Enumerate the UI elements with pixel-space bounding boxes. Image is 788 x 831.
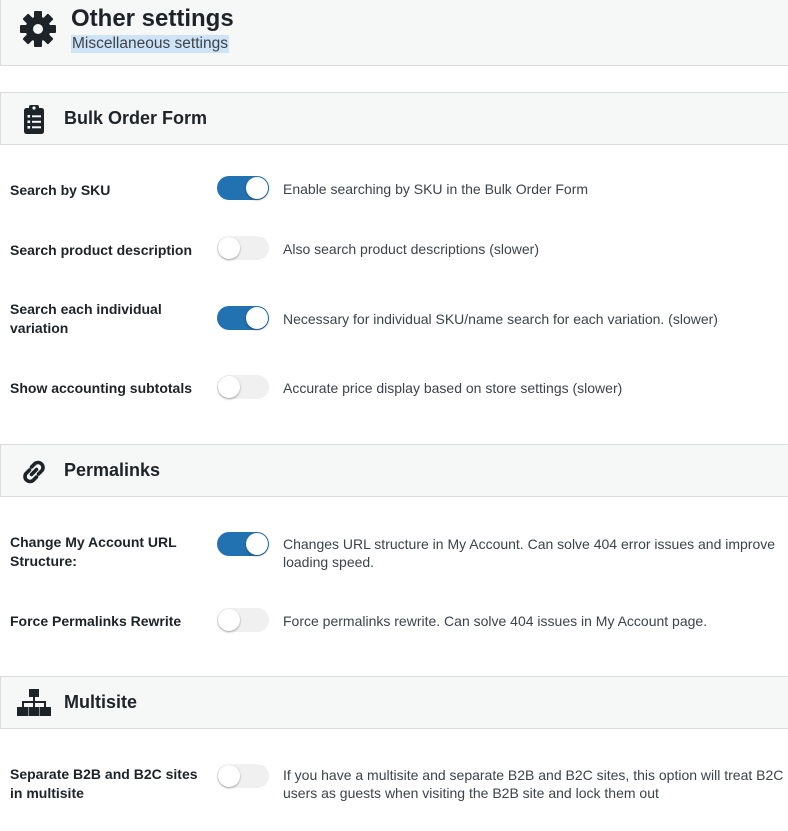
gear-icon xyxy=(19,10,57,48)
search-each-variation-toggle[interactable] xyxy=(217,306,269,330)
setting-label: Show accounting subtotals xyxy=(10,380,193,396)
setting-label: Force Permalinks Rewrite xyxy=(10,613,182,629)
setting-description: If you have a multisite and separate B2B and B2C sites, this option will treat B2C users as guests when visiting the B2B site and lock them out xyxy=(283,767,784,801)
section-header-permalinks xyxy=(0,444,788,497)
setting-description: Accurate price display based on store settings (slower) xyxy=(283,380,623,396)
section-title: Permalinks xyxy=(64,460,161,480)
search-by-sku-toggle[interactable] xyxy=(217,176,269,200)
setting-description: Changes URL structure in My Account. Can solve 404 error issues and improve loading speed. xyxy=(283,536,776,570)
section-header-multisite xyxy=(0,676,788,729)
section-header-bulk-order-form xyxy=(0,92,788,145)
change-account-url-toggle[interactable] xyxy=(217,532,269,556)
setting-description: Also search product descriptions (slower) xyxy=(283,241,539,257)
setting-description: Necessary for individual SKU/name search for each variation. (slower) xyxy=(283,311,718,327)
link-icon xyxy=(17,455,51,489)
separate-b2b-b2c-toggle[interactable] xyxy=(217,764,269,788)
section-title: Multisite xyxy=(64,692,138,712)
page-subtitle: Miscellaneous settings xyxy=(72,35,228,52)
section-title: Bulk Order Form xyxy=(64,108,208,128)
page-title: Other settings xyxy=(71,5,234,32)
show-accounting-subtotals-toggle[interactable] xyxy=(217,375,269,399)
setting-label: Search product description xyxy=(10,242,193,258)
search-product-description-toggle[interactable] xyxy=(217,236,269,260)
setting-label: Separate B2B and B2C sites in multisite xyxy=(10,766,198,801)
setting-label: Search each individual variation xyxy=(10,301,162,336)
clipboard-list-icon xyxy=(17,103,51,137)
setting-description: Enable searching by SKU in the Bulk Order Form xyxy=(283,181,589,197)
setting-description: Force permalinks rewrite. Can solve 404 issues in My Account page. xyxy=(283,613,708,629)
sitemap-icon xyxy=(17,687,51,721)
page-header xyxy=(0,0,788,66)
force-permalinks-rewrite-toggle[interactable] xyxy=(217,608,269,632)
setting-label: Search by SKU xyxy=(10,182,111,198)
setting-label: Change My Account URL Structure: xyxy=(10,534,177,569)
